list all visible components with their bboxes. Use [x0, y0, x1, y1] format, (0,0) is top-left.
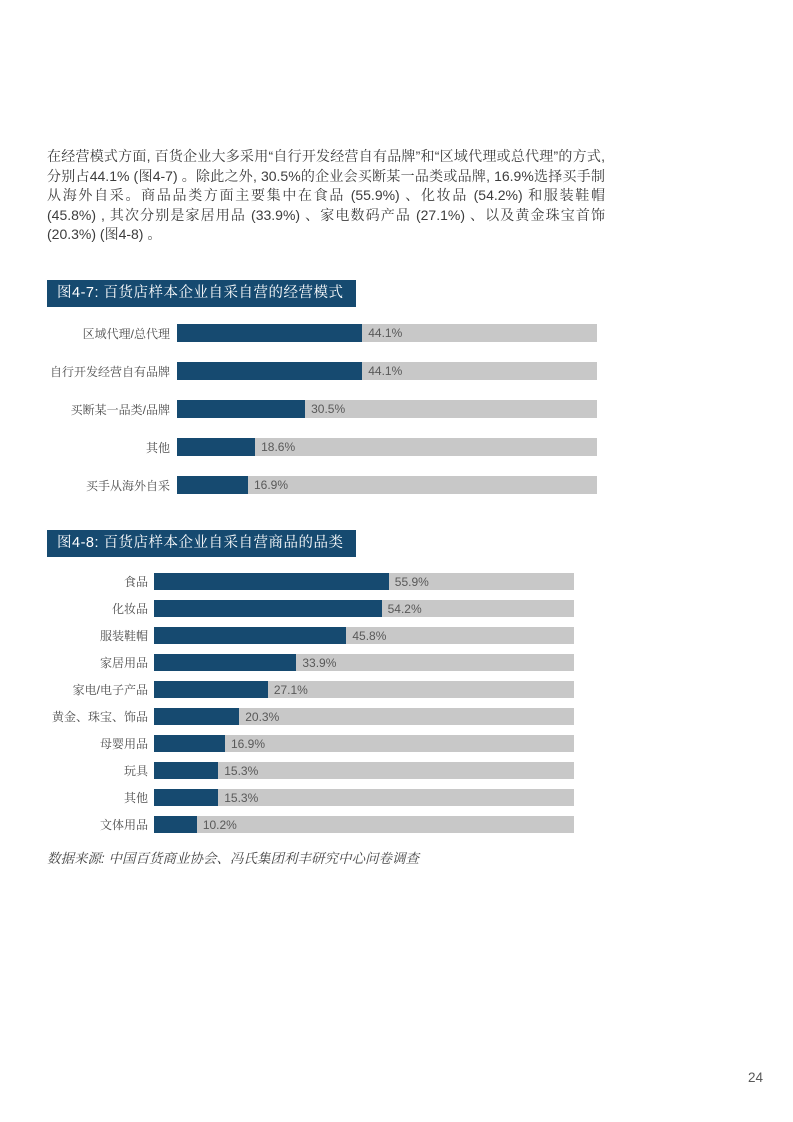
bar-fill: [154, 573, 389, 590]
bar-fill: [177, 324, 362, 342]
bar-fill: [177, 400, 305, 418]
bar-value-label: 15.3%: [224, 790, 259, 805]
bar-category-label: 买手从海外自采: [85, 478, 170, 493]
bar-row: [47, 654, 574, 671]
bar-category-label: 文体用品: [99, 818, 148, 832]
bar-value-label: 44.1%: [368, 364, 403, 378]
bar-value-label: 55.9%: [394, 574, 429, 589]
bar-category-label: 母婴用品: [99, 737, 148, 751]
bar-track: [154, 789, 574, 806]
bar-fill: [177, 362, 362, 380]
bar-row: [47, 708, 574, 725]
bar-fill: [154, 735, 225, 752]
page-number: 24: [747, 1070, 763, 1085]
chart-title: 图4-8: 百货店样本企业自采自营商品的品类: [47, 530, 356, 557]
bar-row: [47, 681, 574, 698]
bar-fill: [177, 476, 248, 494]
bar-row: [47, 400, 597, 418]
bar-track: [177, 362, 597, 380]
bar-track: [154, 654, 574, 671]
data-source-note: 数据来源: 中国百货商业协会、冯氏集团利丰研究中心问卷调查: [47, 851, 420, 866]
bar-track: [154, 708, 574, 725]
bar-value-label: 15.3%: [224, 763, 259, 778]
bar-value-label: 33.9%: [302, 655, 337, 670]
chart-rows: [47, 324, 597, 494]
bar-category-label: 其他: [145, 440, 170, 455]
bar-track: [154, 735, 574, 752]
bar-value-label: 16.9%: [253, 478, 288, 492]
bar-category-label: 家居用品: [99, 656, 148, 670]
bar-track: [177, 400, 597, 418]
bar-track: [177, 438, 597, 456]
bar-row: [47, 476, 597, 494]
bar-fill: [154, 627, 346, 644]
bar-value-label: 16.9%: [230, 736, 265, 751]
bar-fill: [154, 708, 239, 725]
bar-fill: [154, 816, 197, 833]
bar-value-label: 20.3%: [245, 709, 280, 724]
bar-row: [47, 600, 574, 617]
bar-category-label: 家电/电子产品: [72, 683, 148, 697]
intro-paragraph: 在经营模式方面, 百货企业大多采用“自行开发经营自有品牌”和“区域代理或总代理”的方式, 分别占44.1% (图4-7) 。除此之外, 30.5%的企业会买断某一品类或品牌, 16.9%选择买手制从海外自采。商品品类方面主要集中在食品 (55.9%) 、化妆品 (54.2%) 和服装鞋帽 (45.8%) , 其次分别是家居用品 (33.9%) 、家电数码产品 (27.1%) 、以及黄金珠宝首饰 (20.3%) (图4-8) 。: [47, 148, 605, 243]
bar-category-label: 买断某一品类/品牌: [70, 402, 170, 417]
bar-track: [154, 573, 574, 590]
bar-fill: [154, 681, 268, 698]
chart-title: 图4-7: 百货店样本企业自采自营的经营模式: [47, 280, 356, 307]
bar-category-label: 黄金、珠宝、饰品: [51, 710, 148, 724]
bar-row: [47, 627, 574, 644]
chart-figure-4-7: [47, 280, 597, 514]
bar-category-label: 服装鞋帽: [99, 629, 148, 643]
bar-track: [177, 476, 597, 494]
bar-category-label: 其他: [123, 791, 148, 805]
bar-fill: [177, 438, 255, 456]
bar-category-label: 自行开发经营自有品牌: [49, 364, 170, 379]
bar-category-label: 区域代理/总代理: [82, 326, 170, 341]
bar-track: [154, 600, 574, 617]
chart-rows: [47, 573, 574, 833]
bar-row: [47, 573, 574, 590]
bar-value-label: 30.5%: [311, 402, 346, 416]
bar-value-label: 18.6%: [261, 440, 296, 454]
bar-track: [154, 627, 574, 644]
bar-fill: [154, 654, 296, 671]
bar-value-label: 27.1%: [273, 682, 308, 697]
bar-row: [47, 816, 574, 833]
bar-track: [154, 816, 574, 833]
bar-category-label: 食品: [123, 575, 148, 589]
bar-row: [47, 735, 574, 752]
bar-row: [47, 762, 574, 779]
bar-fill: [154, 789, 218, 806]
bar-value-label: 44.1%: [368, 326, 403, 340]
bar-row: [47, 324, 597, 342]
bar-row: [47, 362, 597, 380]
bar-value-label: 10.2%: [202, 817, 237, 832]
bar-row: [47, 789, 574, 806]
bar-track: [154, 762, 574, 779]
bar-fill: [154, 762, 218, 779]
bar-fill: [154, 600, 382, 617]
bar-track: [177, 324, 597, 342]
bar-track: [154, 681, 574, 698]
bar-value-label: 54.2%: [387, 601, 422, 616]
bar-category-label: 化妆品: [111, 602, 148, 616]
bar-category-label: 玩具: [123, 764, 148, 778]
bar-row: [47, 438, 597, 456]
bar-value-label: 45.8%: [352, 628, 387, 643]
chart-figure-4-8: [47, 530, 574, 843]
